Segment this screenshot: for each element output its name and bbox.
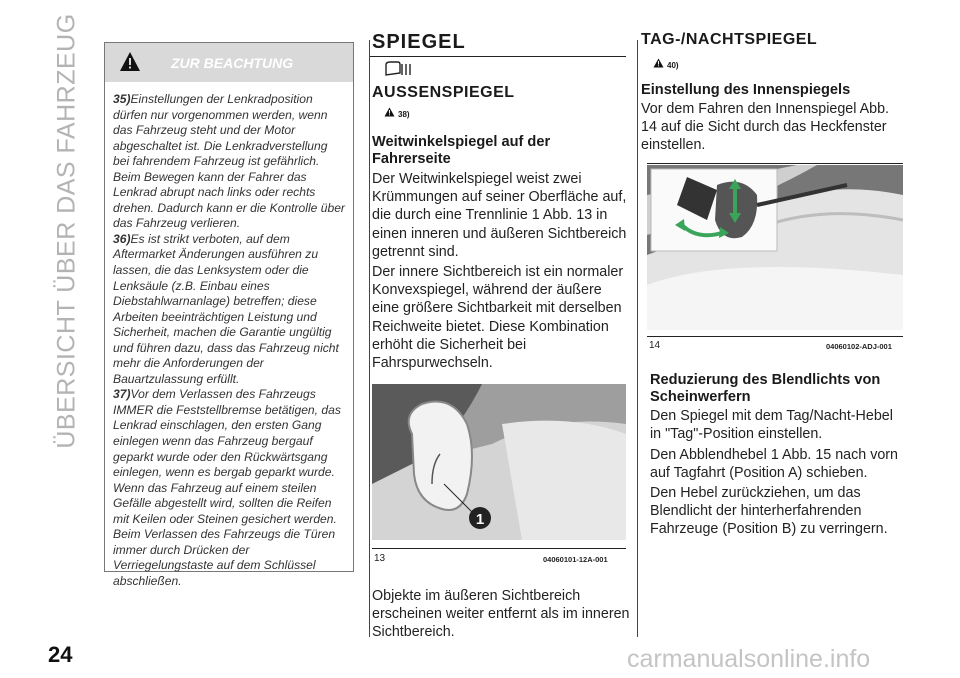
figure-caption-rule: [647, 336, 903, 337]
warning-box: [104, 42, 354, 588]
callout-1-label: 1: [475, 511, 485, 528]
body-paragraph: Vor dem Fahren den Innenspiegel Abb. 14 auf die Sicht durch das Heckfenster einstellen.: [641, 101, 889, 154]
figure-caption-rule: [372, 548, 626, 549]
body-paragraph: Den Abblendhebel 1 Abb. 15 nach vorn auf Tagfahrt (Position A) schieben.: [650, 447, 899, 482]
watermark: carmanualsonline.info: [627, 645, 871, 673]
note-number: 35): [113, 92, 131, 106]
figure-code: 04060102-ADJ-001: [826, 342, 892, 351]
topic-title: Reduzierung des Blendlichts von Scheinwerfern: [650, 372, 881, 405]
note-number: 36): [113, 231, 131, 246]
vehicle-mirror-icon: [382, 61, 418, 77]
note-text: Vor dem Verlassen des Fahrzeugs IMMER die Feststellbremse betätigen, das Lenkrad einschlagen, den ersten Gang einlegen wenn das Fahrzeug bergauf geparkt wurde oder den Rückwärtsgang einlegen, wenn es bergab geparkt wurde. Wenn das Fahrzeug auf einem steilen Gefälle abgestellt wird, sollten die Reifen mit Keilen oder Steinen gesichert werden. Beim Verlassen des Fahrzeugs die Türen immer durch Drücken der Verriegelungstaste auf dem Schlüssel abschließen.: [113, 387, 341, 588]
warning-note: [113, 232, 345, 387]
note-text: Einstellungen der Lenkradposition dürfen nur vorgenommen werden, wenn das Fahrzeug steht und der Motor abgeschaltet ist. Die Lenkradverstellung bei fahrendem Fahrzeug ist gefährlich. Beim Bewegen kann der Fahrer das Lenkrad abrupt nach links oder rechts drehen. Dadurch kann er die Kontrolle über das Fahrzeug verlieren.: [113, 92, 345, 231]
warning-triangle-icon: [119, 51, 141, 73]
chapter-side-title-text: ÜBERSICHT ÜBER DAS FAHRZEUG: [52, 13, 81, 449]
section-heading: TAG-/NACHTSPIEGEL: [641, 31, 818, 48]
subsection-heading: AUSSENSPIEGEL: [372, 84, 515, 101]
warning-note: [113, 387, 345, 589]
figure-number: 13: [374, 553, 386, 564]
figure-13-image: [372, 384, 626, 540]
reference-number: 38): [398, 110, 410, 119]
topic-title: Weitwinkelspiegel auf der Fahrerseite: [372, 134, 551, 167]
body-paragraph: Den Spiegel mit dem Tag/Nacht-Hebel in "Tag"-Position einstellen.: [650, 408, 893, 443]
warning-header: [105, 43, 353, 82]
figure-number: 14: [649, 340, 661, 351]
body-paragraph: Den Hebel zurückziehen, um das Blendlicht der hinterherfahrenden Fahrzeuge (Position B) zu verringern.: [650, 485, 888, 538]
body-paragraph: Objekte im äußeren Sichtbereich erscheinen weiter entfernt als im inneren Sichtbereich.: [372, 588, 630, 641]
topic-title: Einstellung des Innenspiegels: [641, 82, 851, 98]
column-divider: [637, 40, 638, 637]
figure-14-image: [647, 165, 903, 330]
note-text: Es ist strikt verboten, auf dem Aftermarket Änderungen ausführen zu lassen, die das Lenksystem oder die Lenksäule (z.B. Einbau eines Diebstahlwarnanlage) betreffen; diese Arbeiten beeinträchtigen Leistung und Sicherheit, machen die Garantie ungültig und führen dazu, dass das Fahrzeug nicht mehr die Anforderungen der Bauartzulassung erfüllt.: [113, 231, 339, 386]
warning-note: [113, 92, 345, 232]
figure-top-rule: [647, 163, 903, 164]
section-heading: SPIEGEL: [372, 31, 466, 53]
body-paragraph: Der Weitwinkelspiegel weist zwei Krümmungen auf seiner Oberfläche auf, die durch eine Trennlinie 1 Abb. 13 in einen inneren und äußeren Sichtbereich getrennt sind.: [372, 171, 627, 260]
side-mirror-illustration: [372, 384, 626, 540]
page-number: 24: [48, 642, 73, 667]
interior-mirror-illustration: [647, 165, 903, 330]
warning-notes: [105, 82, 353, 590]
warning-triangle-icon: [384, 107, 395, 117]
figure-code: 04060101-12A-001: [543, 555, 608, 564]
chapter-side-title: [52, 13, 82, 449]
reference-number: 40): [667, 61, 679, 70]
heading-rule: [370, 56, 626, 57]
note-number: 37): [113, 387, 131, 402]
column-divider: [369, 40, 370, 637]
body-paragraph: Der innere Sichtbereich ist ein normaler Konvexspiegel, während der äußere eine größere Sichtbarkeit mit derselben Reichweite bietet. Diese Kombination erhöht die Sicherheit bei Fahrspurwechseln.: [372, 264, 624, 372]
warning-title: ZUR BEACHTUNG: [171, 55, 294, 71]
warning-triangle-icon: [653, 58, 664, 68]
